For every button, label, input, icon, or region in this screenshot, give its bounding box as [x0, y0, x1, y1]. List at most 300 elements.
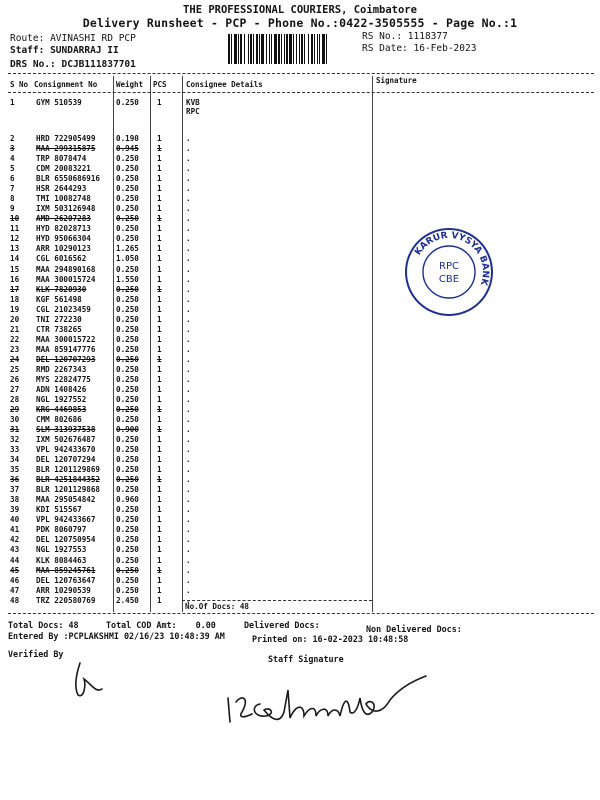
table-row: [0, 234, 190, 244]
row-consignment: ADN 1408426: [36, 384, 87, 394]
row-consignment: BLR 1201129868: [36, 485, 101, 495]
row-consignee-mark: .: [186, 485, 191, 495]
row-weight: 0.250: [116, 164, 139, 174]
row-weight: 1.265: [116, 244, 139, 254]
row-consignee-mark: .: [186, 505, 191, 515]
row-sno: 23: [10, 344, 20, 354]
table-row: [0, 435, 190, 445]
row-pcs: 1: [157, 394, 162, 404]
barcode-bar: [240, 34, 242, 64]
table-row: [0, 134, 190, 144]
row-sno: 5: [10, 164, 15, 174]
table-row: [0, 204, 190, 214]
row-sno: 32: [10, 435, 20, 445]
table-row: [0, 385, 190, 395]
barcode-bar: [269, 34, 270, 64]
table-row: [0, 315, 190, 325]
barcode-bar: [326, 34, 327, 64]
row-consignment: DEL 120763647: [36, 575, 96, 585]
row-consignee-mark: .: [186, 374, 191, 384]
row-weight: 0.960: [116, 495, 139, 505]
docs-rule: [182, 600, 372, 601]
rs-no-line: [362, 31, 448, 42]
row-consignee-mark: .: [186, 404, 191, 414]
table-row: [0, 545, 190, 555]
row-weight: 0.250: [116, 204, 139, 214]
row-consignment: TRP 8078474: [36, 154, 87, 164]
table-header-rule: [8, 92, 594, 93]
row-pcs: 1: [157, 234, 162, 244]
barcode-bar: [311, 34, 313, 64]
row-consignee-mark: .: [186, 445, 191, 455]
row-consignee-mark: .: [186, 535, 191, 545]
row-sno: 33: [10, 445, 20, 455]
row-pcs: 1: [157, 354, 162, 364]
row-pcs: 1: [157, 565, 162, 575]
row-weight: 0.250: [116, 455, 139, 465]
row-consignment: HRD 722905499: [36, 134, 96, 143]
barcode-bar: [256, 34, 258, 64]
row-weight: 0.900: [116, 425, 139, 434]
row-consignee-mark: .: [186, 214, 191, 224]
barcode: [228, 34, 356, 64]
table-row: [0, 375, 190, 385]
row-consignee-mark: .: [186, 184, 191, 194]
barcode-bar: [248, 34, 249, 64]
company-title: THE PROFESSIONAL COURIERS, Coimbatore: [183, 4, 417, 16]
barcode-bar: [281, 34, 282, 64]
row-consignee-mark: .: [186, 394, 191, 404]
row-consignee-mark: .: [186, 304, 191, 314]
row-sno: 21: [10, 324, 20, 334]
table-row: [0, 345, 190, 355]
row-weight: 0.250: [116, 304, 139, 314]
table-row: [0, 164, 190, 174]
row-consignee-mark: .: [186, 164, 191, 174]
non-delivered-docs: Non Delivered Docs:: [366, 624, 462, 634]
table-row: [0, 98, 200, 116]
table-row: [0, 265, 190, 275]
row-pcs: 1: [157, 344, 162, 354]
row-pcs: 1: [157, 485, 162, 495]
row-sno: 24: [10, 354, 20, 364]
row-consignee-mark: .: [186, 364, 191, 374]
row-consignment: TRZ 220580769: [36, 595, 96, 605]
row-sno: 13: [10, 244, 20, 254]
row-consignment: VPL 942433670: [36, 445, 96, 455]
row-consignment: MAA 299315875: [36, 144, 96, 153]
table-row: [0, 144, 190, 154]
row-sno: 42: [10, 535, 20, 545]
barcode-bar: [289, 34, 292, 64]
row-sno: 25: [10, 364, 20, 374]
table-row: [0, 254, 190, 264]
row-weight: 0.250: [116, 284, 139, 294]
row-pcs: 1: [157, 224, 162, 234]
table-row: [0, 154, 190, 164]
row-consignee-mark: .: [186, 324, 191, 334]
row-sno: 41: [10, 525, 20, 535]
table-row: [0, 525, 190, 535]
row-weight: 0.250: [116, 374, 139, 384]
row-consignee-mark: .: [186, 254, 191, 264]
row-weight: 0.250: [116, 264, 139, 274]
col-consignee: Consignee Details: [186, 80, 263, 89]
row-pcs: 1: [157, 294, 162, 304]
row-weight: 0.250: [116, 435, 139, 445]
row-sno: 14: [10, 254, 20, 264]
row-consignment: HYD 82028713: [36, 224, 91, 234]
total-cod: [106, 620, 216, 630]
row-sno: 31: [10, 425, 20, 434]
row-consignment: CTR 738265: [36, 324, 82, 334]
barcode-bar: [231, 34, 232, 64]
row-sno: 27: [10, 384, 20, 394]
row-sno: 17: [10, 284, 20, 294]
row-consignment: BLR 1201129869: [36, 465, 101, 475]
row-consignee-mark: .: [186, 475, 191, 485]
row-pcs: 1: [157, 244, 162, 254]
table-row: [0, 365, 190, 375]
row-consignment: MAA 859245761: [36, 565, 96, 575]
row-sno: 15: [10, 264, 20, 274]
row-pcs: 1: [157, 435, 162, 445]
table-top-rule: [8, 73, 594, 74]
row-weight: 0.250: [116, 575, 139, 585]
row-sno: 48: [10, 595, 20, 605]
row-pcs: 1: [157, 144, 162, 153]
total-docs-label: Total Docs:: [8, 620, 64, 630]
table-row: [0, 325, 190, 335]
row-pcs: 1: [157, 274, 162, 284]
row-consignee-mark: .: [186, 545, 191, 555]
row-weight: 0.250: [116, 214, 139, 224]
row-sno: 7: [10, 184, 15, 194]
staff-label: Staff:: [10, 45, 45, 56]
row-consignee-mark: .: [186, 284, 191, 294]
row-consignee-mark: .: [186, 134, 191, 143]
row-sno: 35: [10, 465, 20, 475]
row-pcs: 1: [157, 204, 162, 214]
row-consignment: ARR 10290123: [36, 244, 91, 254]
barcode-bar: [228, 34, 230, 64]
table-row: [0, 335, 190, 345]
table-row: [0, 285, 190, 295]
table-row: [0, 184, 190, 194]
barcode-bar: [244, 34, 245, 64]
rs-date-line: [362, 43, 476, 54]
table-row: [0, 566, 190, 576]
row-weight: 2.450: [116, 595, 139, 605]
barcode-bar: [319, 34, 320, 64]
row-consignee-mark: .: [186, 294, 191, 304]
row-weight: 0.250: [116, 465, 139, 475]
barcode-bar: [274, 34, 277, 64]
route-label: Route:: [10, 33, 45, 44]
row-sno: 28: [10, 394, 20, 404]
row-consignment: MAA 859147776: [36, 344, 96, 354]
row-sno: 22: [10, 334, 20, 344]
row-consignee-mark: .: [186, 354, 191, 364]
row-consignment: KLK 8084463: [36, 555, 87, 565]
row-weight: 0.250: [116, 334, 139, 344]
row-sno: 38: [10, 495, 20, 505]
row-consignee-mark: .: [186, 425, 191, 434]
row-weight: 0.945: [116, 144, 139, 153]
row-consignment: ARR 10290539: [36, 585, 91, 595]
row-consignee-mark: .: [186, 154, 191, 164]
row-consignee-mark: .: [186, 555, 191, 565]
table-row: [0, 586, 190, 596]
barcode-bar: [253, 34, 254, 64]
printed-on: Printed on: 16-02-2023 10:48:58: [252, 634, 409, 644]
row-consignee-mark: .: [186, 314, 191, 324]
row-pcs: 1: [157, 585, 162, 595]
row-pcs: 1: [157, 134, 162, 143]
row-consignee-mark: .: [186, 334, 191, 344]
row-pcs: 1: [157, 475, 162, 485]
rs-no-value: 1118377: [407, 31, 448, 42]
table-row: [0, 224, 190, 234]
row-weight: 0.250: [116, 535, 139, 545]
row-weight: 0.250: [116, 224, 139, 234]
row-consignment: VPL 942433667: [36, 515, 96, 525]
row-weight: 0.250: [116, 515, 139, 525]
staff-signature: [220, 668, 440, 738]
row-consignee-mark: .: [186, 415, 191, 424]
row-consignment: CGL 21023459: [36, 304, 91, 314]
row-consignment: IXM 502676487: [36, 435, 96, 445]
row-weight: 0.250: [116, 445, 139, 455]
row-consignment: DEL 120707294: [36, 455, 96, 465]
row-pcs: 1: [157, 465, 162, 475]
row-consignment: KDI 515567: [36, 505, 82, 515]
rs-date-label: RS Date:: [362, 43, 408, 54]
row-consignment: RMD 2267343: [36, 364, 87, 374]
row-pcs: 1: [157, 324, 162, 334]
row-consignment: MYS 22824775: [36, 374, 91, 384]
row-pcs: 1: [157, 304, 162, 314]
row-sno: 12: [10, 234, 20, 244]
row-pcs: 1: [157, 415, 162, 424]
row-consignee-mark: .: [186, 495, 191, 505]
row-sno: 9: [10, 204, 15, 214]
verified-initials: [62, 655, 122, 705]
row-consignment: MAA 300015722: [36, 334, 96, 344]
row-consignment: GYM 510539: [36, 98, 82, 107]
row-sno: 3: [10, 144, 15, 153]
barcode-bar: [322, 34, 325, 64]
table-row: [0, 244, 190, 254]
row-consignee-mark: .: [186, 244, 191, 254]
row-consignment: BLR 4251844352: [36, 475, 101, 485]
table-row: [0, 576, 190, 586]
row-pcs: 1: [157, 535, 162, 545]
row-consignment: TMI 10082748: [36, 194, 91, 204]
table-row: [0, 275, 190, 285]
row-pcs: 1: [157, 264, 162, 274]
row-sno: 20: [10, 314, 20, 324]
table-bottom-rule: [8, 613, 594, 614]
table-row: [0, 485, 190, 495]
row-pcs: 1: [157, 254, 162, 264]
row-pcs: 1: [157, 455, 162, 465]
route-value: AVINASHI RD PCP: [50, 33, 136, 44]
table-row: [0, 305, 190, 315]
barcode-bar: [301, 34, 303, 64]
row-consignment: KLK 7820930: [36, 284, 87, 294]
row-consignment: DEL 120707293: [36, 354, 96, 364]
row-weight: 0.250: [116, 364, 139, 374]
row-weight: 0.250: [116, 565, 139, 575]
table-row: [0, 295, 190, 305]
row-sno: 37: [10, 485, 20, 495]
row-sno: 18: [10, 294, 20, 304]
row-pcs: 1: [157, 575, 162, 585]
row-pcs: 1: [157, 384, 162, 394]
barcode-bar: [286, 34, 288, 64]
drs-line: [10, 59, 136, 70]
row-pcs: 1: [157, 505, 162, 515]
row-consignee-mark: .: [186, 565, 191, 575]
barcode-bar: [314, 34, 315, 64]
row-weight: 0.250: [116, 324, 139, 334]
row-weight: 0.250: [116, 415, 139, 424]
row-weight: 0.250: [116, 555, 139, 565]
table-row: [0, 174, 190, 184]
barcode-bar: [271, 34, 272, 64]
table-row: [0, 505, 190, 515]
staff-signature-label: Staff Signature: [268, 654, 344, 664]
row-sno: 39: [10, 505, 20, 515]
table-row: [0, 596, 190, 606]
stamp-bank-name: KARUR VYSYA BANK: [413, 230, 491, 287]
row-consignee-mark: .: [186, 224, 191, 234]
row-consignment: MAA 295054842: [36, 495, 96, 505]
row-weight: 0.250: [116, 354, 139, 364]
barcode-bar: [259, 34, 260, 64]
table-row: [0, 455, 190, 465]
col-pcs: PCS: [153, 80, 167, 89]
row-weight: 0.250: [116, 154, 139, 164]
barcode-bar: [317, 34, 318, 64]
row-consignment: MAA 300015724: [36, 274, 96, 284]
row-pcs: 1: [157, 314, 162, 324]
row-weight: 1.550: [116, 274, 139, 284]
table-row: [0, 415, 190, 425]
staff-value: SUNDARRAJ II: [50, 45, 119, 56]
row-consignee-mark: .: [186, 585, 191, 595]
rs-date-value: 16-Feb-2023: [413, 43, 477, 54]
row-consignee-mark: .: [186, 455, 191, 465]
entered-by: Entered By :PCPLAKSHMI 02/16/23 10:48:39 AM: [8, 631, 225, 641]
table-row: [0, 465, 190, 475]
row-pcs: 1: [157, 364, 162, 374]
row-weight: 0.250: [116, 394, 139, 404]
barcode-bar: [250, 34, 252, 64]
row-sno: 43: [10, 545, 20, 555]
row-pcs: 1: [157, 515, 162, 525]
row-consignment: CMM 802686: [36, 415, 82, 424]
row-sno: 10: [10, 214, 20, 224]
barcode-bar: [234, 34, 237, 64]
row-pcs: 1: [157, 174, 162, 184]
row-weight: 0.250: [116, 404, 139, 414]
row-consignee-mark: .: [186, 435, 191, 445]
row-weight: 0.250: [116, 98, 139, 107]
table-row: [0, 395, 190, 405]
table-row: [0, 515, 190, 525]
row-sno: 30: [10, 415, 20, 424]
row-pcs: 1: [157, 525, 162, 535]
total-docs: [8, 620, 79, 630]
route-line: [10, 33, 136, 44]
barcode-bar: [284, 34, 285, 64]
row-consignment: CDM 20083221: [36, 164, 91, 174]
table-row: [0, 194, 190, 204]
row-consignment: AMD 26207283: [36, 214, 91, 224]
table-row: [0, 445, 190, 455]
row-consignment: MAA 294890168: [36, 264, 96, 274]
row-pcs: 1: [157, 194, 162, 204]
table-row: [0, 535, 190, 545]
table-row: [0, 355, 190, 365]
row-sno: 36: [10, 475, 20, 485]
table-row: [0, 556, 190, 566]
row-consignment: BLR 6550686916: [36, 174, 101, 184]
row-weight: 0.250: [116, 475, 139, 485]
row-consignee: KVB RPC: [186, 98, 200, 116]
row-consignee-mark: .: [186, 274, 191, 284]
staff-line: [10, 45, 119, 56]
runsheet-title: Delivery Runsheet - PCP - Phone No.:0422-3505555 - Page No.:1: [82, 16, 518, 30]
row-weight: 0.250: [116, 344, 139, 354]
row-sno: 45: [10, 565, 20, 575]
row-consignment: NGL 1927553: [36, 545, 87, 555]
row-consignment: TNI 272230: [36, 314, 82, 324]
bank-stamp: [404, 227, 494, 317]
stamp-outer-ring: [406, 229, 492, 315]
barcode-bar: [296, 34, 297, 64]
row-consignee-mark: .: [186, 234, 191, 244]
row-consignment: HSR 2644293: [36, 184, 87, 194]
row-sno: 26: [10, 374, 20, 384]
barcode-bar: [238, 34, 239, 64]
row-sno: 16: [10, 274, 20, 284]
row-weight: 0.190: [116, 134, 139, 143]
row-pcs: 1: [157, 545, 162, 555]
row-consignee-mark: .: [186, 204, 191, 214]
col-signature: Signature: [376, 76, 417, 85]
stamp-inner-ring: [423, 246, 475, 298]
row-weight: 0.250: [116, 585, 139, 595]
row-sno: 29: [10, 404, 20, 414]
row-sno: 34: [10, 455, 20, 465]
barcode-bar: [308, 34, 309, 64]
row-sno: 4: [10, 154, 15, 164]
row-weight: 0.250: [116, 384, 139, 394]
row-pcs: 1: [157, 595, 162, 605]
row-consignment: NGL 1927552: [36, 394, 87, 404]
row-weight: 0.250: [116, 314, 139, 324]
row-weight: 0.250: [116, 485, 139, 495]
table-row: [0, 405, 190, 415]
barcode-bar: [293, 34, 294, 64]
row-weight: 0.250: [116, 294, 139, 304]
row-consignment: SLM 313937538: [36, 425, 96, 434]
rs-no-label: RS No.:: [362, 31, 403, 42]
row-consignment: CGL 6016562: [36, 254, 87, 264]
